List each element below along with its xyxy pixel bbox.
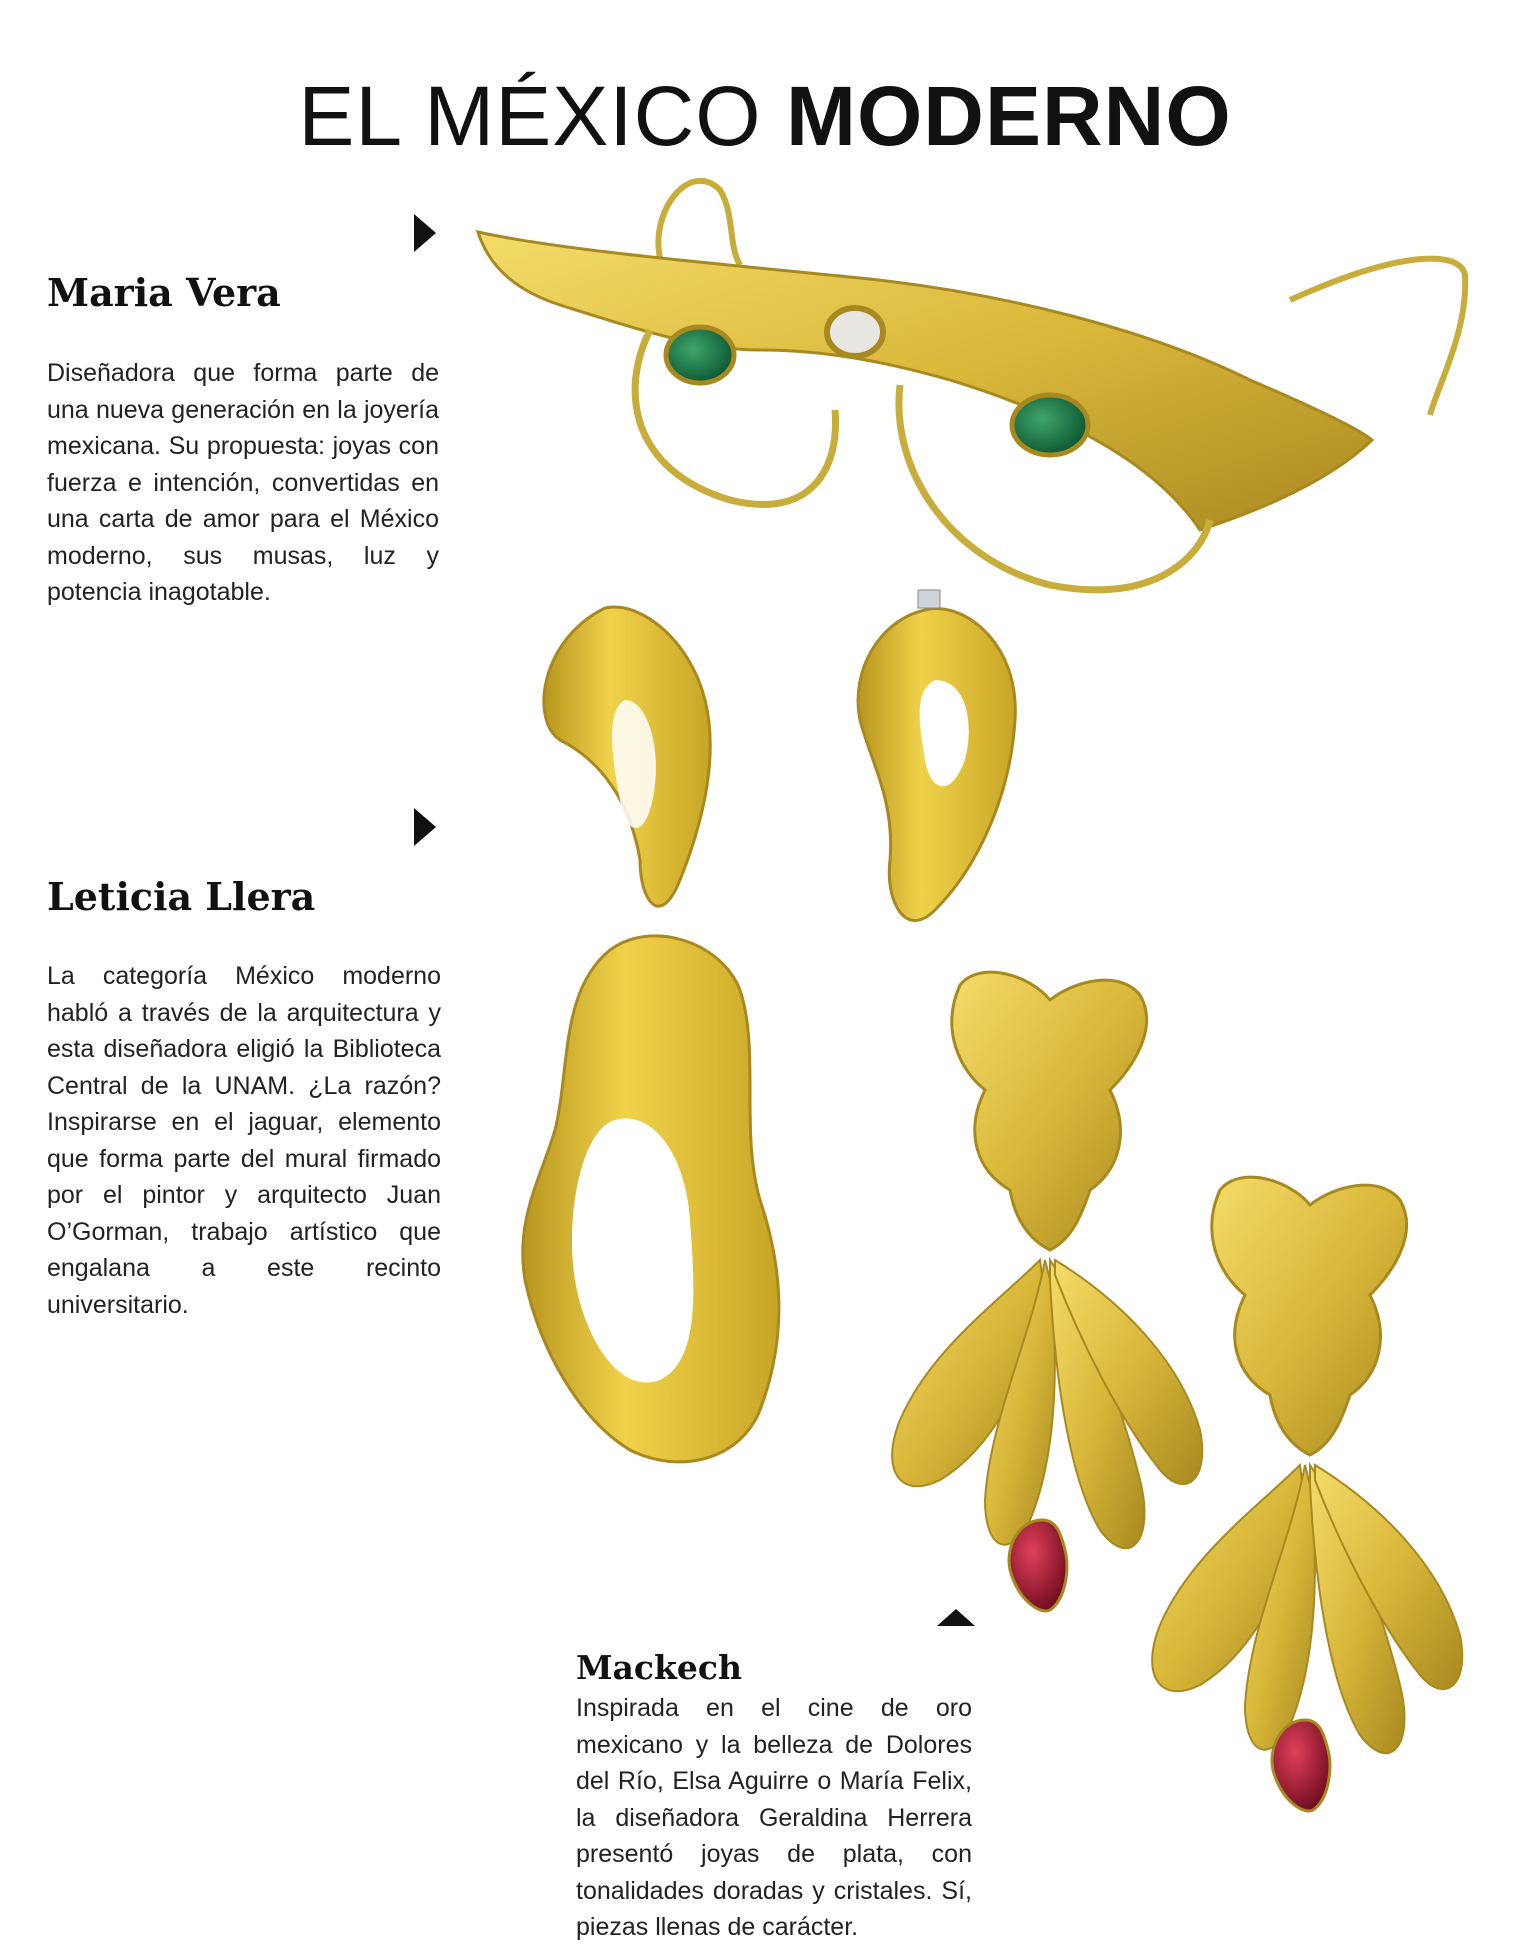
title-bold: MODERNO bbox=[786, 69, 1232, 164]
triangle-up-icon bbox=[937, 1609, 975, 1626]
designer-description-mackech: Inspirada en el cine de oro mexicano y la belleza de Dolores del Río, Elsa Aguirre o María Felix, la diseñadora Geraldina Herrera presentó joyas de plata, con tonalidades doradas y cristales. Sí, piezas llenas de carácter. bbox=[576, 1694, 972, 1941]
designer-description-maria-vera: Diseñadora que forma parte de una nueva generación en la joyería mexicana. Su propuesta: joyas con fuerza e intención, convertidas en una carta de amor para el México moderno, sus musas, luz y potencia inagotable. bbox=[47, 359, 439, 606]
triangle-right-icon bbox=[414, 808, 436, 846]
designer-name-leticia-llera: Leticia Llera bbox=[47, 874, 316, 919]
title-light: EL MÉXICO bbox=[298, 69, 762, 164]
abstract-earrings bbox=[523, 590, 1016, 1462]
designer-description-leticia-llera: La categoría México moderno habló a través de la arquitectura y esta diseñadora eligió la Biblioteca Central de la UNAM. ¿La razón? Inspirarse en el jaguar, elemento que forma parte del mural firmado por el pintor y arquitecto Juan O’Gorman, trabajo artístico que engalana a este recinto universitario. bbox=[47, 962, 441, 1319]
triangle-right-icon bbox=[414, 214, 436, 252]
leaf-earrings bbox=[892, 972, 1462, 1811]
designer-name-mackech: Mackech bbox=[576, 1648, 742, 1687]
designer-name-maria-vera: Maria Vera bbox=[47, 270, 281, 315]
glasses-jewelry bbox=[478, 181, 1465, 590]
